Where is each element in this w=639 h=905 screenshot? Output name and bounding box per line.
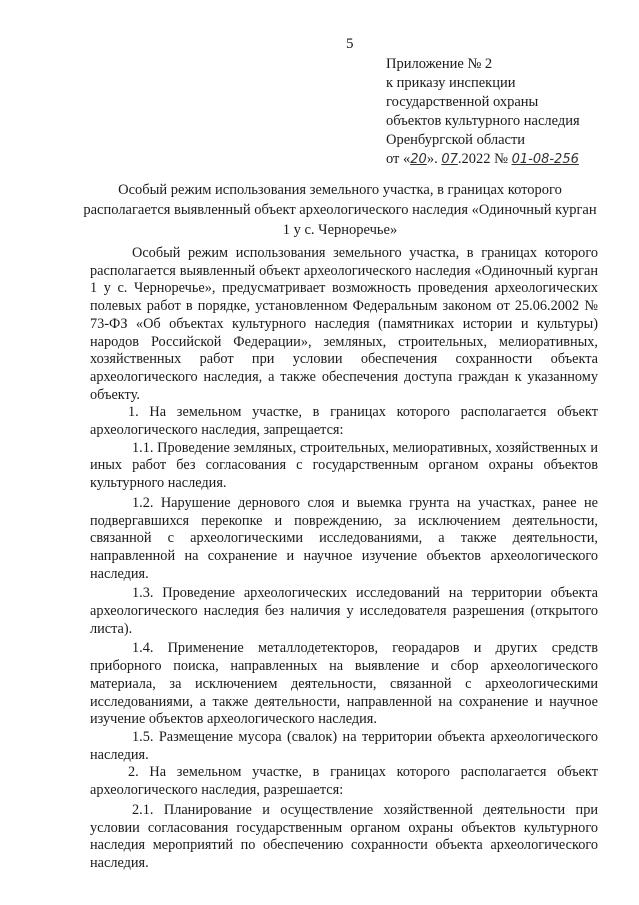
document-body <box>90 245 598 873</box>
paragraph-1-4: 1.4. Применение металлодетекторов, георадаров и других средств приборного поиска, направленных на выявление и сбор археологического материала, за исключением деятельности, связанной с археологическими исследованиями, а также деятельности, направленной на сохранение и научное изучение объектов археологического наследия. <box>90 640 598 728</box>
paragraph-1-1: 1.1. Проведение земляных, строительных, мелиоративных, хозяйственных и иных работ без согласования с государственным органом охраны объектов культурного наследия. <box>90 439 598 492</box>
appendix-line: объектов культурного наследия <box>386 113 580 129</box>
paragraph-1: 1. На земельном участке, в границах которого располагается объект археологического наследия, запрещается: <box>90 404 598 439</box>
date-year: .2022 № <box>457 151 512 167</box>
paragraph-1-5: 1.5. Размещение мусора (свалок) на территории объекта археологического наследия. <box>90 728 598 763</box>
handwritten-order-number: 01-08-256 <box>511 152 579 167</box>
paragraph-1-3: 1.3. Проведение археологических исследований на территории объекта археологического наследия без наличия у исследователя разрешения (открытого листа). <box>90 585 598 637</box>
date-separator: ». <box>426 151 442 167</box>
paragraph-1-2: 1.2. Нарушение дернового слоя и выемка грунта на участках, ранее не подвергавшихся перекопке и повреждению, за исключением деятельности, связанной с археологическими исследованиями, а также деятельности, направленной на сохранение и научное изучение объектов археологического наследия. <box>90 494 598 582</box>
document-heading: Особый режим использования земельного участка, в границах которого располагается выявленный объект археологического наследия «Одиночный курган 1 у с. Черноречье» <box>83 182 597 238</box>
appendix-date-line <box>386 150 626 169</box>
handwritten-month: 07 <box>441 152 458 167</box>
intro-paragraph: Особый режим использования земельного участка, в границах которого располагается выявленный объект археологического наследия «Одиночный курган 1 у с. Черноречье», предусматривает возможность проведения археологических полевых работ в порядке, установленном Федеральным законом от 25.06.2002 № 73-ФЗ «Об объектах культурного наследия (памятниках истории и культуры) народов Российской Федерации», земляных, строительных, мелиоративных, хозяйственных работ при условии обеспечения сохранности объекта археологического наследия, а также обеспечения доступа граждан к указанному объекту. <box>90 245 598 403</box>
handwritten-day: 20 <box>410 152 427 167</box>
appendix-title: Приложение № 2 <box>386 56 493 72</box>
paragraph-2-1: 2.1. Планирование и осуществление хозяйственной деятельности при условии согласования государственным органом охраны объектов культурного наследия мероприятий по обеспечению сохранности объекта археологического наследия. <box>90 801 598 871</box>
appendix-block <box>386 55 626 169</box>
date-prefix: от « <box>386 151 411 167</box>
appendix-line: к приказу инспекции <box>386 75 516 91</box>
appendix-line: Оренбургской области <box>386 132 526 148</box>
page-number: 5 <box>346 36 354 52</box>
paragraph-2: 2. На земельном участке, в границах которого располагается объект археологического наследия, разрешается: <box>90 764 598 799</box>
appendix-line: государственной охраны <box>386 94 539 110</box>
